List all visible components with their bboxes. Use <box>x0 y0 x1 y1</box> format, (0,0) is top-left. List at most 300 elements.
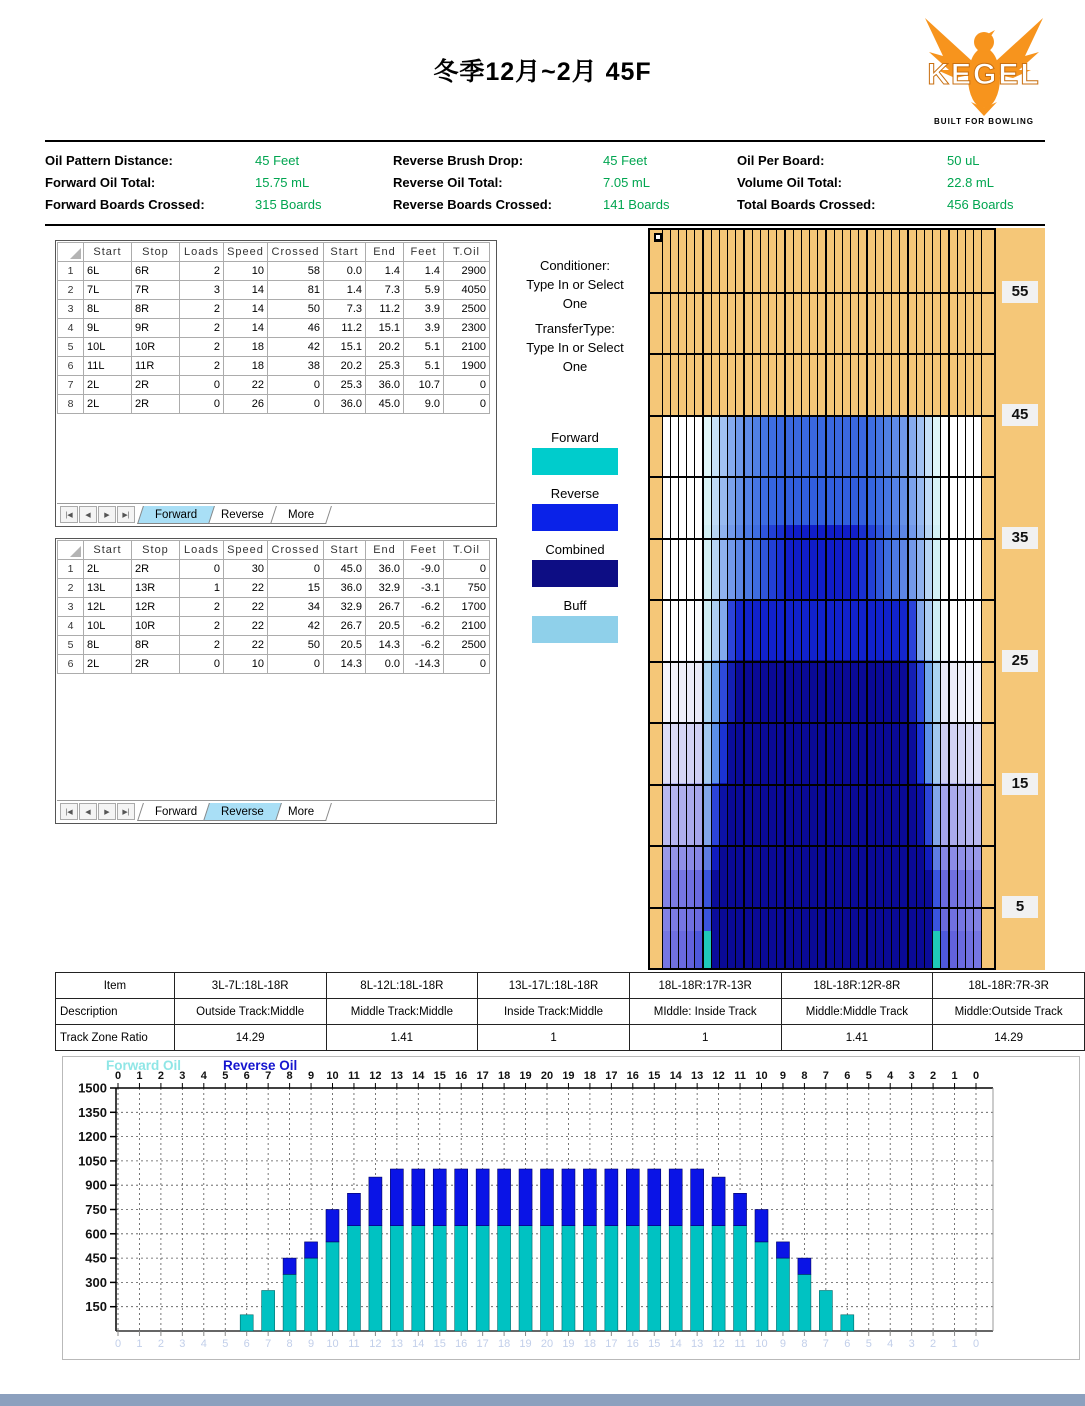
table-cell[interactable]: 10L <box>84 617 132 636</box>
table-cell[interactable]: 0 <box>180 560 224 579</box>
table-cell[interactable]: 25.3 <box>324 376 366 395</box>
svg-text:5: 5 <box>865 1338 872 1350</box>
lane-board-cell <box>900 599 909 661</box>
reverse-oil-bar <box>305 1242 318 1258</box>
lane-board-cell <box>794 599 802 661</box>
table-cell[interactable]: 6R <box>132 262 180 281</box>
tab-label: Forward <box>155 805 198 818</box>
next-record-button[interactable]: ▶ <box>98 506 116 523</box>
lane-board-cell <box>884 660 892 722</box>
table-cell[interactable]: 11.2 <box>324 319 366 338</box>
table-cell[interactable]: 2 <box>180 338 224 357</box>
table-cell[interactable]: 36.0 <box>324 579 366 598</box>
table-cell[interactable]: 2 <box>180 357 224 376</box>
table-cell[interactable]: 1700 <box>444 598 490 617</box>
lane-board-cell <box>884 599 892 661</box>
table-cell[interactable]: 1.4 <box>324 281 366 300</box>
lane-board-cell <box>695 660 704 722</box>
table-cell[interactable]: -14.3 <box>404 655 444 674</box>
oil-chart-svg <box>63 1057 1079 1357</box>
table-cell[interactable]: 10 <box>224 262 268 281</box>
lane-board-cell <box>769 660 777 722</box>
lane-board-cell <box>695 783 704 845</box>
table-cell[interactable]: 0 <box>444 395 490 414</box>
row-number: 6 <box>58 655 84 674</box>
row-number: 6 <box>58 357 84 376</box>
next-record-button[interactable]: ▶ <box>98 803 116 820</box>
first-record-button[interactable]: |◀ <box>60 803 78 820</box>
distance-line <box>650 538 994 540</box>
info-value: 22.8 mL <box>947 175 994 190</box>
svg-text:18: 18 <box>583 1070 597 1082</box>
reverse-oil-bar <box>734 1193 747 1225</box>
table-row <box>58 357 490 376</box>
table-cell[interactable]: 14 <box>224 300 268 319</box>
table-row <box>58 560 490 579</box>
svg-text:17: 17 <box>476 1338 489 1350</box>
svg-text:1050: 1050 <box>78 1153 107 1169</box>
table-cell[interactable]: 45.0 <box>366 395 404 414</box>
lane-board-cell <box>802 870 810 932</box>
lane-board-cell <box>745 845 753 870</box>
table-cell: 14.29 <box>933 1025 1085 1051</box>
lane-board-cell <box>925 931 933 968</box>
last-record-button[interactable]: ▶| <box>117 803 135 820</box>
lane-board-cell <box>761 599 769 661</box>
table-cell[interactable]: 10R <box>132 338 180 357</box>
logo-tagline: BUILT FOR BOWLING <box>934 117 1034 126</box>
table-cell[interactable]: 2100 <box>444 338 490 357</box>
column-header: Feet <box>404 243 444 262</box>
table-cell[interactable]: 0 <box>268 395 324 414</box>
kegel-logo <box>918 12 1050 134</box>
lane-board-cell <box>794 415 802 477</box>
table-cell[interactable]: 15.1 <box>366 319 404 338</box>
table-cell[interactable]: 22 <box>224 598 268 617</box>
lane-board-cell <box>679 783 687 845</box>
oil-distribution-chart <box>62 1056 1080 1360</box>
table-cell[interactable]: 10R <box>132 617 180 636</box>
table-cell[interactable]: -3.1 <box>404 579 444 598</box>
table-cell[interactable]: 42 <box>268 338 324 357</box>
table-cell[interactable]: 2L <box>84 395 132 414</box>
lane-board-cell <box>974 476 982 525</box>
ruler-label: 55 <box>1002 281 1038 303</box>
distance-line <box>650 784 994 786</box>
table-cell[interactable]: 20.5 <box>366 617 404 636</box>
lane-board-cell <box>671 599 679 661</box>
row-number: 7 <box>58 376 84 395</box>
svg-text:9: 9 <box>307 1070 315 1082</box>
table-cell[interactable]: 32.9 <box>324 598 366 617</box>
lane-board-cell <box>827 230 835 415</box>
table-cell[interactable]: 8R <box>132 300 180 319</box>
table-cell: Outside Track:Middle <box>174 999 326 1025</box>
lane-board-cell <box>917 525 925 599</box>
lane-board-cell <box>761 722 769 784</box>
table-cell[interactable]: 0.0 <box>366 655 404 674</box>
table-cell[interactable]: 2900 <box>444 262 490 281</box>
table-cell[interactable]: 0 <box>444 655 490 674</box>
reverse-oil-bar <box>283 1258 296 1274</box>
svg-text:7: 7 <box>265 1070 272 1082</box>
table-cell[interactable]: 750 <box>444 579 490 598</box>
svg-text:14: 14 <box>412 1070 425 1082</box>
table-cell[interactable]: 0 <box>268 560 324 579</box>
lane-board-cell <box>810 783 818 845</box>
table-cell[interactable]: 5.9 <box>404 281 444 300</box>
svg-text:0: 0 <box>114 1338 122 1350</box>
table-cell[interactable]: 5.1 <box>404 357 444 376</box>
table-cell[interactable]: 7.3 <box>366 281 404 300</box>
lane-board-cell <box>662 722 671 784</box>
lane-board-cell <box>745 599 753 661</box>
lane-board-cell <box>827 783 835 845</box>
lane-band <box>662 525 982 599</box>
svg-text:7: 7 <box>265 1338 272 1350</box>
svg-text:15: 15 <box>433 1070 446 1082</box>
table-cell[interactable]: 10 <box>224 655 268 674</box>
table-cell[interactable]: 42 <box>268 617 324 636</box>
tab-forward[interactable] <box>137 506 215 524</box>
prev-record-button[interactable]: ◀ <box>79 803 97 820</box>
table-cell[interactable]: 30 <box>224 560 268 579</box>
table-row <box>58 395 490 414</box>
reverse-oil-bar <box>583 1169 596 1226</box>
lane-board-cell <box>720 660 728 722</box>
lane-board-cell <box>835 931 843 968</box>
svg-text:1: 1 <box>136 1070 143 1082</box>
table-cell[interactable]: 2 <box>180 598 224 617</box>
table-cell[interactable]: 13R <box>132 579 180 598</box>
table-cell[interactable]: 2 <box>180 300 224 319</box>
lane-board-cell <box>835 783 843 845</box>
table-cell[interactable]: 0 <box>180 655 224 674</box>
table-cell[interactable]: 15 <box>268 579 324 598</box>
lane-board-cell <box>933 660 941 722</box>
lane-board-cell <box>868 599 876 661</box>
lane-board-cell <box>958 931 966 968</box>
svg-text:4: 4 <box>200 1338 207 1350</box>
table-cell[interactable]: 0 <box>268 655 324 674</box>
lane-board-cell <box>704 415 712 477</box>
svg-text:7: 7 <box>822 1338 829 1350</box>
lane-board-cell <box>736 599 745 661</box>
table-cell[interactable]: 46 <box>268 319 324 338</box>
table-cell[interactable]: 2L <box>84 560 132 579</box>
table-cell[interactable]: 50 <box>268 636 324 655</box>
table-cell[interactable]: 14.3 <box>324 655 366 674</box>
lane-board-cell <box>966 722 974 784</box>
lane-board-cell <box>843 525 851 599</box>
table-cell[interactable]: 18 <box>224 338 268 357</box>
row-number: 2 <box>58 579 84 598</box>
resize-handle-icon[interactable] <box>654 233 663 242</box>
select-all-corner[interactable] <box>58 541 84 560</box>
table-cell[interactable]: 20.2 <box>324 357 366 376</box>
table-cell[interactable]: 18 <box>224 357 268 376</box>
table-cell[interactable]: 7R <box>132 281 180 300</box>
column-header: Speed <box>224 541 268 560</box>
table-cell[interactable]: -9.0 <box>404 560 444 579</box>
table-cell[interactable]: 14 <box>224 319 268 338</box>
select-all-corner[interactable] <box>58 243 84 262</box>
tab-reverse[interactable] <box>203 803 282 821</box>
first-record-button[interactable]: |◀ <box>60 506 78 523</box>
table-cell[interactable]: 10.7 <box>404 376 444 395</box>
lane-band <box>662 845 982 870</box>
column-header: Crossed <box>268 243 324 262</box>
table-cell[interactable]: 9.0 <box>404 395 444 414</box>
table-cell[interactable]: 2R <box>132 395 180 414</box>
svg-text:12: 12 <box>369 1070 382 1082</box>
lane-board-cell <box>933 845 941 870</box>
lane-board-cell <box>662 599 671 661</box>
table-cell[interactable]: 25.3 <box>366 357 404 376</box>
lane-board-cell <box>769 599 777 661</box>
reverse-oil-legend: Reverse Oil <box>223 1058 298 1073</box>
table-cell[interactable]: 22 <box>224 579 268 598</box>
table-cell[interactable]: 2 <box>180 617 224 636</box>
lane-board-cell <box>900 476 909 525</box>
lane-board-cell <box>786 415 794 477</box>
table-cell[interactable]: 2R <box>132 376 180 395</box>
lane-board-cell <box>974 870 982 932</box>
lane-board-cell <box>777 660 786 722</box>
lane-board-cell <box>687 476 695 525</box>
lane-board-cell <box>974 931 982 968</box>
lane-board-cell <box>695 931 704 968</box>
lane-board-cell <box>843 599 851 661</box>
svg-text:12: 12 <box>712 1338 725 1350</box>
table-cell[interactable]: 2L <box>84 376 132 395</box>
table-cell[interactable]: -6.2 <box>404 617 444 636</box>
lane-board-cell <box>941 722 950 784</box>
lane-board-cell <box>950 599 958 661</box>
table-cell[interactable]: 20.2 <box>366 338 404 357</box>
svg-text:7: 7 <box>822 1070 829 1082</box>
table-cell[interactable]: 10L <box>84 338 132 357</box>
table-cell: 18L-18R:7R-3R <box>933 973 1085 999</box>
sheet-tabbar <box>57 503 495 525</box>
table-cell[interactable]: -6.2 <box>404 636 444 655</box>
row-number: 8 <box>58 395 84 414</box>
table-cell[interactable]: 7L <box>84 281 132 300</box>
conditioner-select[interactable]: Conditioner: Type In or Select One <box>500 256 650 313</box>
table-cell[interactable]: 8L <box>84 300 132 319</box>
table-cell[interactable]: 34 <box>268 598 324 617</box>
lane-board-cell <box>753 783 761 845</box>
lane-board-cell <box>851 931 859 968</box>
svg-text:1500: 1500 <box>78 1080 107 1096</box>
table-cell[interactable]: 22 <box>224 617 268 636</box>
svg-text:18: 18 <box>583 1338 597 1350</box>
lane-board-cell <box>876 845 884 870</box>
table-cell[interactable]: 2100 <box>444 617 490 636</box>
lane-board-cell <box>859 783 868 845</box>
reverse-oil-bar <box>390 1169 403 1226</box>
table-cell[interactable]: 32.9 <box>366 579 404 598</box>
table-cell[interactable]: 14.3 <box>366 636 404 655</box>
legend-label: Combined <box>545 542 605 557</box>
table-cell[interactable]: 2 <box>180 636 224 655</box>
ruler-label: 15 <box>1002 773 1038 795</box>
distance-line <box>650 661 994 663</box>
info-value: 456 Boards <box>947 197 1014 212</box>
svg-text:15: 15 <box>648 1070 661 1082</box>
transfertype-select[interactable]: TransferType: Type In or Select One <box>500 319 650 376</box>
table-cell[interactable]: 0 <box>180 395 224 414</box>
table-cell[interactable]: 1900 <box>444 357 490 376</box>
lane-board-cell <box>950 476 958 525</box>
table-cell[interactable]: 26.7 <box>366 598 404 617</box>
table-cell[interactable]: 6L <box>84 262 132 281</box>
lane-board-cell <box>925 722 933 784</box>
lane-board-cell <box>851 476 859 525</box>
table-cell[interactable]: 3.9 <box>404 300 444 319</box>
lane-board-cell <box>917 931 925 968</box>
lane-board-cell <box>671 845 679 870</box>
info-label: Forward Boards Crossed: <box>45 197 205 212</box>
table-cell[interactable]: 4050 <box>444 281 490 300</box>
table-cell[interactable]: 3.9 <box>404 319 444 338</box>
table-cell[interactable]: 20.5 <box>324 636 366 655</box>
svg-text:15: 15 <box>648 1338 661 1350</box>
table-cell[interactable]: 11.2 <box>366 300 404 319</box>
forward-oil-bar <box>433 1226 446 1331</box>
table-cell[interactable]: 0 <box>268 376 324 395</box>
table-cell[interactable]: 0.0 <box>324 262 366 281</box>
table-cell[interactable]: 11R <box>132 357 180 376</box>
table-cell[interactable]: 3 <box>180 281 224 300</box>
table-cell[interactable]: 2R <box>132 655 180 674</box>
reverse-oil-bar <box>776 1242 789 1258</box>
table-cell[interactable]: 22 <box>224 376 268 395</box>
table-cell[interactable]: 9L <box>84 319 132 338</box>
legend-label: Buff <box>563 598 587 613</box>
svg-text:1: 1 <box>951 1338 958 1350</box>
table-cell[interactable]: 9R <box>132 319 180 338</box>
lane-board-cell <box>671 660 679 722</box>
lane-board-cell <box>810 415 818 477</box>
table-cell[interactable]: 0 <box>180 376 224 395</box>
lane-board-cell <box>695 230 704 415</box>
table-cell: 1 <box>629 1025 781 1051</box>
lane-board-cell <box>679 599 687 661</box>
table-cell[interactable]: 5.1 <box>404 338 444 357</box>
table-cell[interactable]: 36.0 <box>366 376 404 395</box>
forward-oil-bar <box>347 1226 360 1331</box>
table-cell[interactable]: 2500 <box>444 636 490 655</box>
lane-board-cell <box>786 599 794 661</box>
tab-label: Reverse <box>221 805 265 818</box>
table-cell[interactable]: 58 <box>268 262 324 281</box>
table-cell[interactable]: -6.2 <box>404 598 444 617</box>
table-cell[interactable]: 8L <box>84 636 132 655</box>
table-cell[interactable]: 0 <box>444 560 490 579</box>
lane-board-cell <box>876 931 884 968</box>
table-cell[interactable]: 14 <box>224 281 268 300</box>
table-cell[interactable]: 2L <box>84 655 132 674</box>
table-cell[interactable]: 1.4 <box>404 262 444 281</box>
lane-board-cell <box>786 722 794 784</box>
table-cell[interactable]: 2R <box>132 560 180 579</box>
lane-board-cell <box>704 599 712 661</box>
table-cell[interactable]: 8R <box>132 636 180 655</box>
lane-board-cell <box>745 476 753 525</box>
table-cell[interactable]: 12L <box>84 598 132 617</box>
prev-record-button[interactable]: ◀ <box>79 506 97 523</box>
table-cell[interactable]: 1.4 <box>366 262 404 281</box>
lane-board-cell <box>966 415 974 477</box>
table-cell[interactable]: 36.0 <box>324 395 366 414</box>
lane-board-cell <box>712 415 720 477</box>
table-cell[interactable]: 36.0 <box>366 560 404 579</box>
table-cell[interactable]: 13L <box>84 579 132 598</box>
lane-board-cell <box>802 931 810 968</box>
table-cell[interactable]: 81 <box>268 281 324 300</box>
svg-text:10: 10 <box>326 1338 339 1350</box>
table-cell[interactable]: 26 <box>224 395 268 414</box>
table-cell[interactable]: 26.7 <box>324 617 366 636</box>
last-record-button[interactable]: ▶| <box>117 506 135 523</box>
lane-board-cell <box>761 783 769 845</box>
lane-board-cell <box>786 230 794 415</box>
table-cell[interactable]: 50 <box>268 300 324 319</box>
table-cell[interactable]: 12R <box>132 598 180 617</box>
table-cell[interactable]: 11L <box>84 357 132 376</box>
table-cell[interactable]: 45.0 <box>324 560 366 579</box>
forward-oil-bar <box>605 1226 618 1331</box>
lane-board-cell <box>671 415 679 477</box>
table-cell[interactable]: 7.3 <box>324 300 366 319</box>
lane-board-cell <box>736 415 745 477</box>
table-cell[interactable]: 1 <box>180 579 224 598</box>
forward-oil-bar <box>412 1226 425 1331</box>
lane-board-cell <box>695 870 704 932</box>
lane-board-cell <box>753 722 761 784</box>
lane-board-cell <box>909 660 917 722</box>
lane-board-cell <box>728 931 736 968</box>
table-cell[interactable]: 2500 <box>444 300 490 319</box>
table-row <box>58 319 490 338</box>
table-row <box>58 617 490 636</box>
lane-board-cell <box>794 525 802 599</box>
table-cell[interactable]: 2300 <box>444 319 490 338</box>
lane-board-cell <box>728 722 736 784</box>
lane-board-cell <box>818 660 827 722</box>
info-label: Reverse Boards Crossed: <box>393 197 552 212</box>
lane-board-cell <box>810 599 818 661</box>
table-cell[interactable]: 15.1 <box>324 338 366 357</box>
table-cell[interactable]: 0 <box>444 376 490 395</box>
table-cell[interactable]: 22 <box>224 636 268 655</box>
lane-board-cell <box>851 599 859 661</box>
svg-text:20: 20 <box>540 1070 554 1082</box>
lane-board-cell <box>892 525 900 599</box>
lane-board-cell <box>712 660 720 722</box>
ruler-label: 25 <box>1002 650 1038 672</box>
lane-board-cell <box>712 525 720 599</box>
table-cell[interactable]: 38 <box>268 357 324 376</box>
lane-board-cell <box>687 870 695 932</box>
lane-board-cell <box>835 660 843 722</box>
table-cell[interactable]: 2 <box>180 319 224 338</box>
lane-board-cell <box>950 525 958 599</box>
table-cell: 14.29 <box>174 1025 326 1051</box>
tab-more[interactable] <box>270 506 332 524</box>
table-cell[interactable]: 2 <box>180 262 224 281</box>
